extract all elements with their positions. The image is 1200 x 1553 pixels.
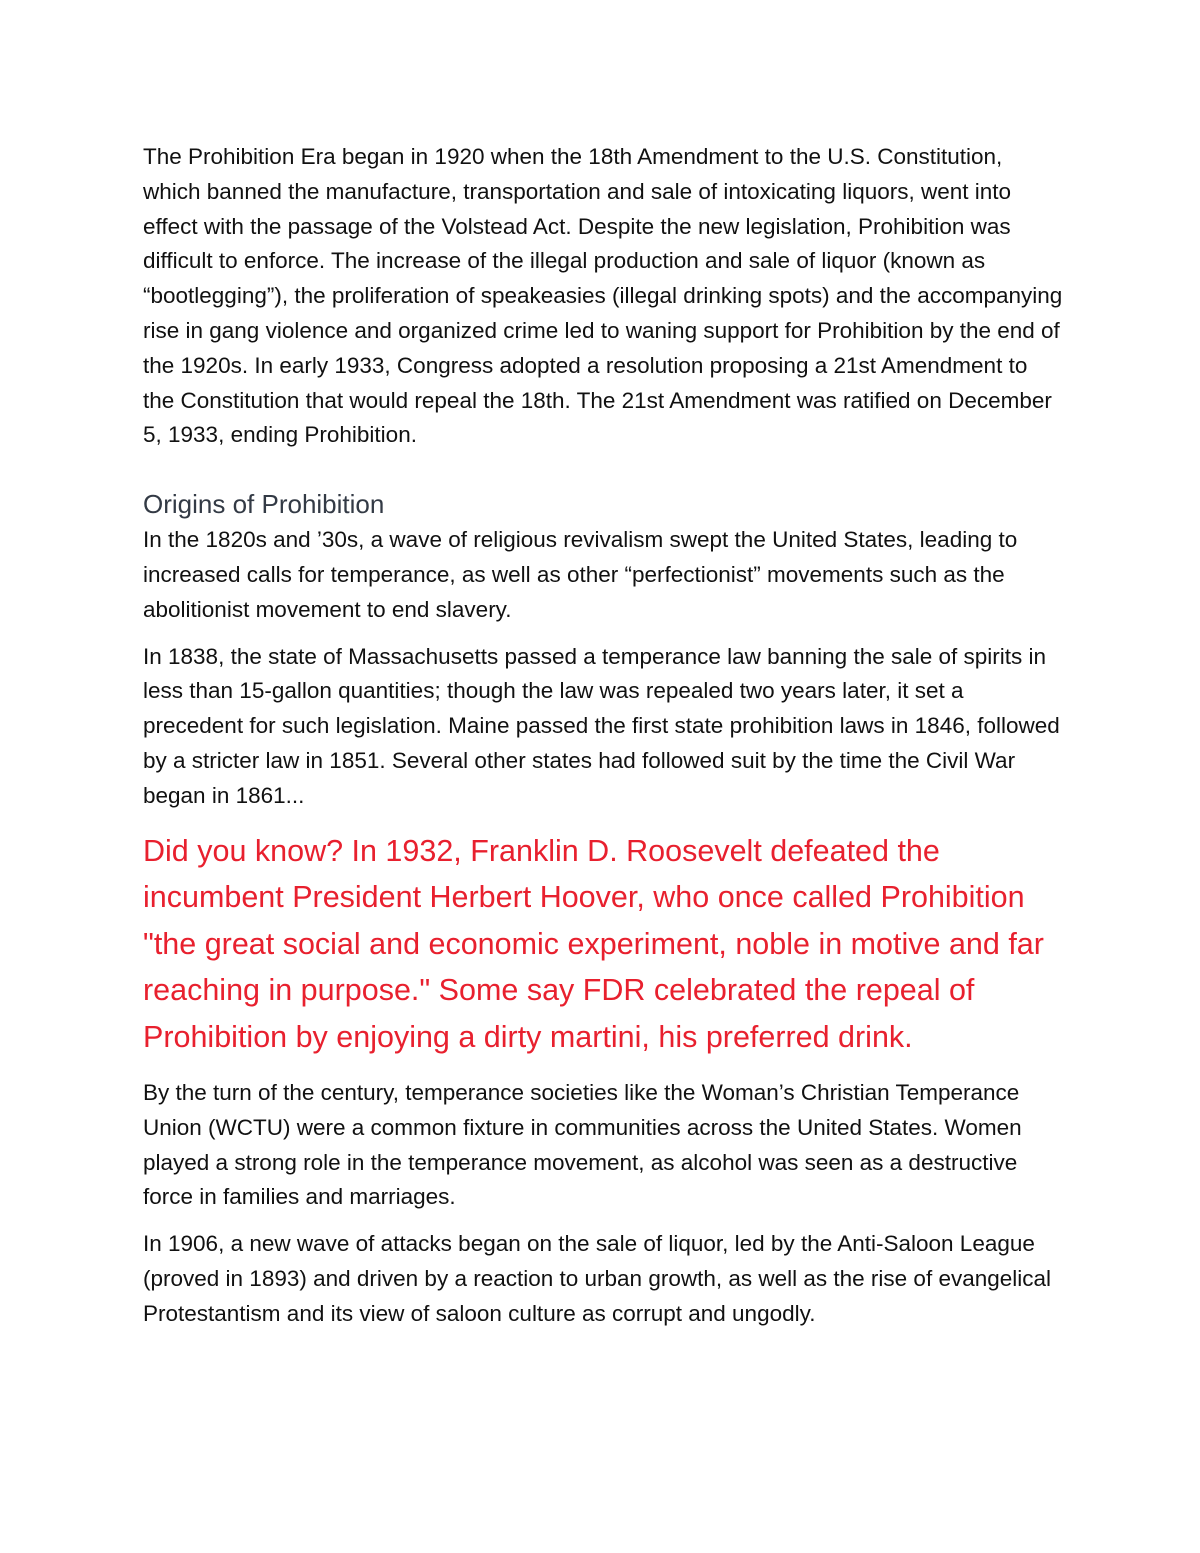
section-heading: Origins of Prohibition [143,489,385,520]
intro-paragraph: The Prohibition Era began in 1920 when the 18th Amendment to the U.S. Constitution, which banned the manufacture, transportation and sale of intoxicating liquors, went into effect with the passage of the Volstead Act. Despite the new legislation, Prohibition was difficult to enforce. The increase of the illegal production and sale of liquor (known as “bootlegging”), the proliferation of speakeasies (illegal drinking spots) and the accompanying rise in gang violence and organized crime led to waning support for Prohibition by the end of the 1920s. In early 1933, Congress adopted a resolution proposing a 21st Amendment to the Constitution that would repeal the 18th. The 21st Amendment was ratified on December 5, 1933, ending Prohibition. [143,144,1063,448]
did-you-know-callout: Did you know? In 1932, Franklin D. Roosevelt defeated the incumbent President Herbert Hoover, who once called Prohibition "the great social and economic experiment, noble in motive and far reaching in purpose." Some say FDR celebrated the repeal of Prohibition by enjoying a dirty martini, his preferred drink. [143,833,1044,1054]
paragraph-turn-of-century: By the turn of the century, temperance societies like the Woman’s Christian Temperance Union (WCTU) were a common fixture in communities across the United States. Women played a strong role in the temperance movement, as alcohol was seen as a destructive force in families and marriages. [143,1080,1022,1210]
document-page [143,140,1063,1344]
paragraph-1906: In 1906, a new wave of attacks began on the sale of liquor, led by the Anti-Saloon League (proved in 1893) and driven by a reaction to urban growth, as well as the rise of evangelical Protestantism and its view of saloon culture as corrupt and ungodly. [143,1231,1052,1326]
paragraph-1838: In 1838, the state of Massachusetts passed a temperance law banning the sale of spirits in less than 15-gallon quantities; though the law was repealed two years later, it set a precedent for such legislation. Maine passed the first state prohibition laws in 1846, followed by a stricter law in 1851. Several other states had followed suit by the time the Civil War began in 1861... [143,643,1060,808]
paragraph-1820s: In the 1820s and ’30s, a wave of religious revivalism swept the United States, leading to increased calls for temperance, as well as other “perfectionist” movements such as the abolitionist movement to end slavery. [143,527,1018,622]
